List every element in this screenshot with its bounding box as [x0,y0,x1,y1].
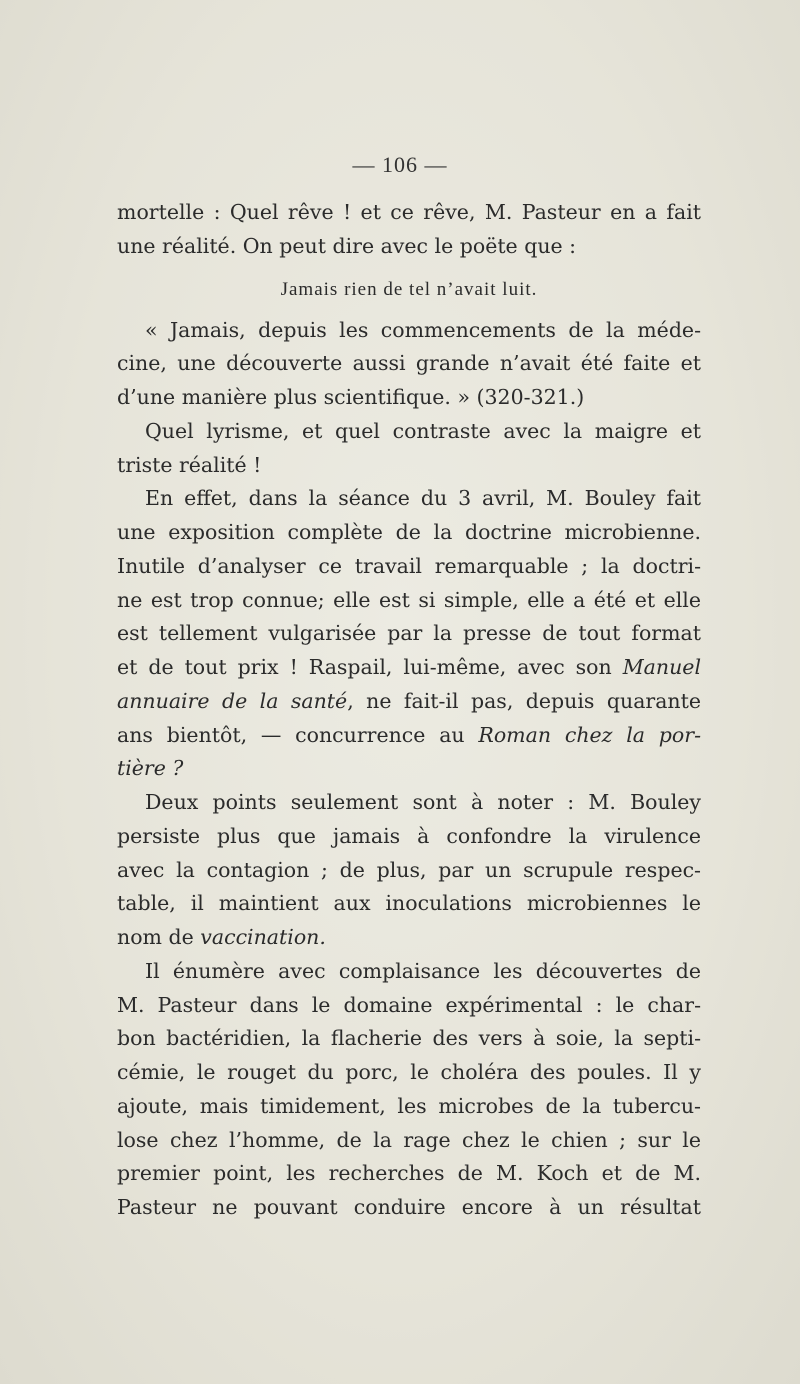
text-line: mortelle : Quel rêve ! et ce rêve, M. Pasteur en a fait [117,200,701,224]
text-line: d’une manière plus scientifique. » (320-321.) [117,385,585,409]
text-line: Inutile d’analyser ce travail remarquable ; la doctri- [117,553,701,578]
page-number: — 106 — [352,152,448,177]
text-line: ajoute, mais timidement, les microbes de la tubercu- [117,1093,701,1118]
quoted-verse: Jamais rien de tel n’avait luit. [280,278,538,300]
text-line: premier point, les recherches de M. Koch et de M. [117,1161,701,1186]
text-line: cine, une découverte aussi grande n’avait été faite et [117,351,701,376]
text-fragment: nom de [117,925,201,949]
text-line: bon bactéridien, la flacherie des vers à soie, la septi- [117,1026,701,1051]
text-line [117,651,701,685]
text-line: « Jamais, depuis les commencements de la méde- [145,317,701,342]
italic-term: vaccination. [200,925,326,949]
text-line [117,752,701,786]
text-fragment: et de tout prix ! Raspail, lui-même, avec son [117,655,623,679]
text-line: une réalité. On peut dire avec le poëte que : [117,233,577,258]
text-line: avec la contagion ; de plus, par un scrupule respec- [117,857,701,882]
text-line: ne est trop connue; elle est si simple, elle a été et elle [117,587,701,612]
text-line: lose chez l’homme, de la rage chez le chien ; sur le [117,1127,701,1152]
book-title-fragment: annuaire de la santé [117,688,348,713]
text-line: persiste plus que jamais à confondre la virulence [117,823,701,848]
text-line: M. Pasteur dans le domaine expérimental : le char- [117,992,701,1017]
text-line: est tellement vulgarisée par la presse de tout format [117,621,701,646]
text-line: Deux points seulement sont à noter : M. Bouley [145,790,701,814]
text-line: Pasteur ne pouvant conduire encore à un résultat [117,1195,701,1219]
text-line: En effet, dans la séance du 3 avril, M. Bouley fait [145,486,701,511]
text-line: table, il maintient aux inoculations microbiennes le [117,891,701,916]
text-line [117,719,701,753]
text-line [117,921,701,955]
text-line: cémie, le rouget du porc, le choléra des poules. Il y [117,1060,701,1084]
text-line: Quel lyrisme, et quel contraste avec la maigre et [145,418,701,443]
text-line: triste réalité ! [117,452,262,477]
text-fragment: , ne fait-il pas, depuis quarante [347,688,702,713]
body-text [117,196,701,1225]
book-title-fragment: tière ? [117,756,184,781]
text-line: Il énumère avec complaisance les découvertes de [145,958,701,983]
text-line [117,685,701,719]
text-line: une exposition complète de la doctrine microbienne. [117,520,701,544]
book-title-fragment: Manuel [622,655,701,679]
book-title-fragment: Roman chez la por- [478,722,701,747]
text-fragment: ans bientôt, — concurrence au [117,722,479,747]
